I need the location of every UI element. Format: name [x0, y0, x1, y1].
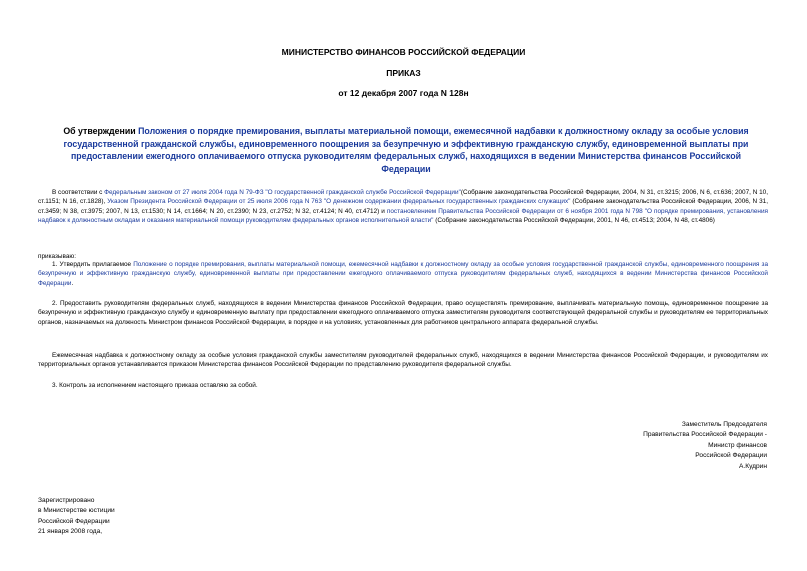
registration-line: в Министерстве юстиции: [38, 507, 115, 515]
preamble-text-3: (Собрание законодательства Российской Федерации, 2006, N 31, ст.3459; N 38, ст.3975; 2007, N 13, ст.1530; N 14, ст.1664; N 20, ст.2390; N 23, ст.2752; N 32, ст.4124; N 40, ст.4712) и: [38, 198, 768, 215]
item-3-paragraph: 3. Контроль за исполнением настоящего приказа оставляю за собой.: [52, 382, 258, 389]
registration-block: [38, 496, 238, 538]
preamble-text-1: В соответствии с: [52, 189, 105, 196]
title-prefix: Об утверждении: [63, 126, 139, 136]
signatory-name: А.Кудрин: [739, 462, 767, 470]
preamble-text-2: (Собрание законодательства Российской Федерации, 2004, N 31, ст.3215; 2006, N 6, ст.636; 2007, N 10, ст.1151; N 16, ст.1828),: [38, 189, 768, 206]
document-type: ПРИКАЗ: [386, 68, 421, 78]
title-regulation-link[interactable]: Положения о порядке премирования, выплаты материальной помощи, ежемесячной надбавки к должностному окладу за особые условия государственной гражданской службы, единовременного поощрения за безупречную и эффективную гражданскую службу, единовременной выплаты при предоставлении ежегодного оплачиваемого отпуска руководителям федеральных служб, находящихся в ведении Министерства финансов Российской Федерации: [63, 126, 749, 174]
document-title: [56, 125, 756, 175]
item-1-end: .: [71, 279, 74, 287]
registration-date: 21 января 2008 года,: [38, 528, 103, 536]
federal-law-link[interactable]: Федеральным законом от 27 июля 2004 года N 79-ФЗ "О государственной гражданской службе Российской Федерации": [104, 189, 461, 196]
preamble-text-4: (Собрание законодательства Российской Федерации, 2001, N 46, ст.4513; 2004, N 48, ст.4806): [433, 217, 715, 225]
government-resolution-link[interactable]: постановлением Правительства Российской Федерации от 6 ноября 2001 года N 798 "О порядке премирования, установления надбавок к должностным окладам и оказания материальной помощи руководителям федеральных органов исполнительной власти": [38, 207, 768, 225]
item-1-text: 1. Утвердить прилагаемое: [52, 261, 134, 268]
preamble-paragraph: [38, 188, 768, 226]
signature-line: Правительства Российской Федерации -: [643, 431, 767, 439]
item-2-paragraph: 2. Предоставить руководителям федеральных служб, находящихся в ведении Министерства финансов Российской Федерации, право осуществлять премирование, выплачивать материальную помощь, единовременное поощрение за безупречную и эффективную гражданскую службу и единовременную выплату при предоставлении ежегодного оплачиваемого отпуска заместителям руководителя соответствующей федеральной службы и руководителям ее территориальных органов, назначаемых на должность Министром финансов Российской Федерации, в порядке и на условиях, установленных для работников центрального аппарата федеральной службы.: [38, 300, 768, 326]
order-word: приказываю:: [38, 253, 76, 260]
presidential-decree-link[interactable]: Указом Президента Российской Федерации от 25 июля 2006 года N 763 "О денежном содержании федеральных государственных гражданских служащих": [107, 198, 571, 206]
item-1-paragraph: [38, 260, 768, 288]
signature-line: Заместитель Председателя: [681, 421, 767, 428]
registration-line: Зарегистрировано: [38, 497, 95, 504]
allowance-paragraph: Ежемесячная надбавка к должностному окладу за особые условия гражданской службы заместителям руководителей федеральных служб, находящихся в ведении Министерства финансов Российской Федерации, и руководителям их территориальных органов устанавливается приказом Министерства финансов Российской Федерации по представлению руководителя федеральной службы.: [38, 352, 768, 369]
signature-block: [507, 420, 767, 472]
document-date-number: от 12 декабря 2007 года N 128н: [338, 88, 469, 98]
signature-line: Российской Федерации: [695, 452, 767, 460]
ministry-heading: МИНИСТЕРСТВО ФИНАНСОВ РОССИЙСКОЙ ФЕДЕРАЦИИ: [281, 47, 526, 57]
registration-line: Российской Федерации: [38, 517, 110, 525]
signature-line: Министр финансов: [708, 441, 767, 449]
regulation-link[interactable]: Положение о порядке премирования, выплаты материальной помощи, ежемесячной надбавки к должностному окладу за особые условия государственной гражданской службы, единовременного поощрения за безупречную и эффективную гражданскую службу, единовременной выплаты при предоставлении ежегодного оплачиваемого отпуска руководителям федеральных служб, находящихся в ведении Министерства финансов Российской Федерации: [38, 261, 768, 287]
